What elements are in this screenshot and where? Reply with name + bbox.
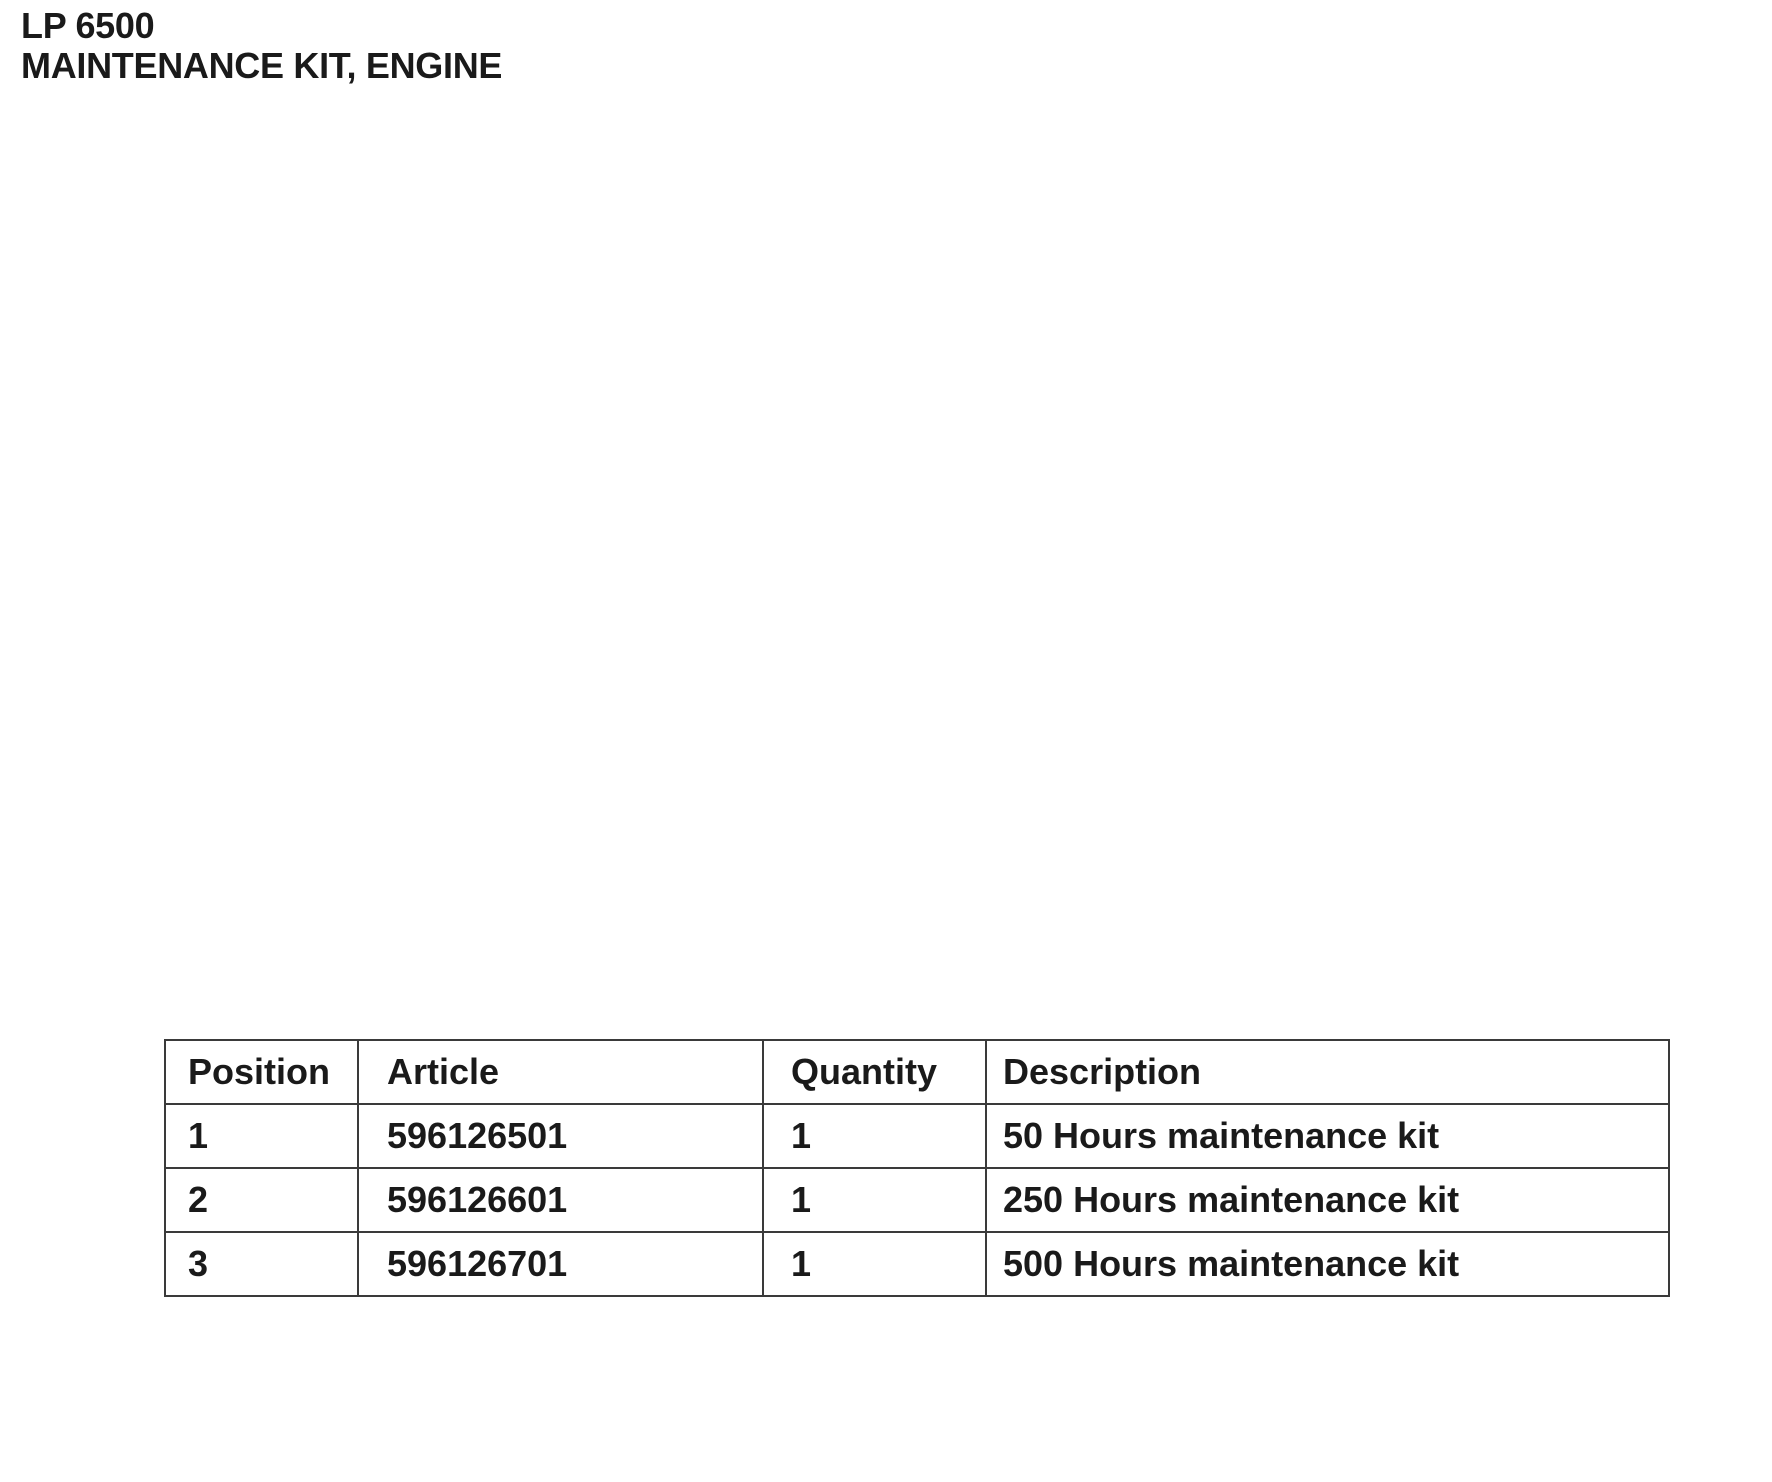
- column-header-article: Article: [358, 1040, 763, 1104]
- cell-quantity: 1: [763, 1232, 986, 1296]
- cell-position: 3: [165, 1232, 358, 1296]
- cell-position: 2: [165, 1168, 358, 1232]
- document-header: [21, 6, 502, 86]
- cell-quantity: 1: [763, 1168, 986, 1232]
- cell-article: 596126501: [358, 1104, 763, 1168]
- table-row: [165, 1232, 1669, 1296]
- model-name: LP 6500: [21, 5, 155, 46]
- cell-article: 596126601: [358, 1168, 763, 1232]
- cell-description: 50 Hours maintenance kit: [986, 1104, 1669, 1168]
- column-header-position: Position: [165, 1040, 358, 1104]
- table-row: [165, 1168, 1669, 1232]
- cell-article: 596126701: [358, 1232, 763, 1296]
- table-row: [165, 1104, 1669, 1168]
- column-header-quantity: Quantity: [763, 1040, 986, 1104]
- page-title: MAINTENANCE KIT, ENGINE: [21, 45, 503, 86]
- cell-position: 1: [165, 1104, 358, 1168]
- cell-description: 250 Hours maintenance kit: [986, 1168, 1669, 1232]
- cell-quantity: 1: [763, 1104, 986, 1168]
- cell-description: 500 Hours maintenance kit: [986, 1232, 1669, 1296]
- column-header-description: Description: [986, 1040, 1669, 1104]
- table-header-row: [165, 1040, 1669, 1104]
- parts-table: [164, 1039, 1670, 1297]
